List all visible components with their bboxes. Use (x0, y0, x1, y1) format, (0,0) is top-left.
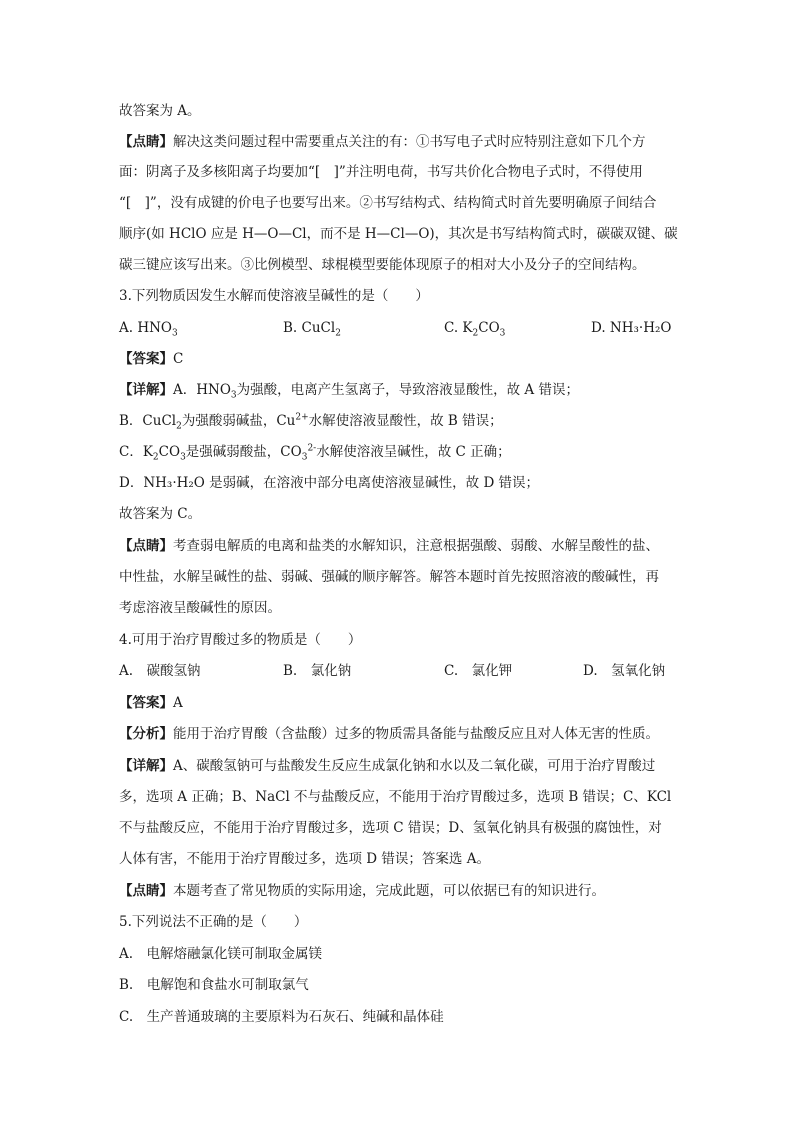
q5-option-b: B. 电解饱和食盐水可制取氯气 (119, 977, 309, 993)
q4-detail-line-3: 不与盐酸反应，不能用于治疗胃酸过多，选项 C 错误；D、氢氧化钠具有极强的腐蚀性，对 (119, 820, 662, 836)
q5-option-a: A. 电解熔融氯化镁可制取金属镁 (119, 946, 323, 962)
q3-answer-line: 故答案为 C。 (119, 506, 202, 522)
q2-dianjing-line-1: 【点睛】解决这类问题过程中需要重点关注的有：①书写电子式时应特别注意如下几个方 (119, 134, 646, 150)
q4-stem: 4.可用于治疗胃酸过多的物质是（ ） (119, 632, 362, 648)
q3-option-b: B. CuCl$_2$ (283, 320, 341, 339)
q2-dianjing-line-4: 顺序(如 HClO 应是 H—O—Cl，而不是 H—Cl—O)，其次是书写结构简式时，碳碳双键、碳 (119, 226, 678, 242)
answer-tag: 【答案】 (119, 695, 173, 711)
q5-option-c: C. 生产普通玻璃的主要原料为石灰石、纯碱和晶体硅 (119, 1009, 444, 1025)
dianjing-tag: 【点睛】 (119, 134, 173, 150)
q3-dianjing-line-3: 考虑溶液呈酸碱性的原因。 (119, 600, 281, 616)
q3-dianjing-line-1: 【点睛】考查弱电解质的电离和盐类的水解知识，注意根据强酸、弱酸、水解呈酸性的盐、 (119, 538, 659, 554)
q4-option-b: B. 氯化钠 (283, 663, 352, 679)
analysis-tag: 【分析】 (119, 726, 173, 742)
q3-detail-b: B．CuCl$_2$为强酸弱碱盐，$Cu^{2+}$水解使溶液显酸性，故 B 错误； (119, 412, 503, 432)
q4-analysis: 【分析】能用于治疗胃酸（含盐酸）过多的物质需具备能与盐酸反应且对人体无害的性质。 (119, 726, 659, 742)
q2-dianjing-line-3: “[ ]”，没有成键的价电子也要写出来。②书写结构式、结构简式时首先要明确原子间结合 (119, 195, 657, 211)
q4-option-a: A. 碳酸氢钠 (119, 663, 201, 679)
q4-dianjing: 【点睛】本题考查了常见物质的实际用途，完成此题，可以依据已有的知识进行。 (119, 883, 605, 899)
q3-detail-a: 【详解】A．$HNO_3$为强酸，电离产生氢离子，导致溶液显酸性，故 A 错误； (119, 382, 579, 401)
q5-stem: 5.下列说法不正确的是（ ） (119, 914, 308, 930)
q2-answer-line: 故答案为 A。 (119, 103, 201, 119)
q4-answer: 【答案】A (119, 695, 183, 711)
q4-option-c: C. 氯化钾 (444, 663, 513, 679)
q3-answer: 【答案】C (119, 351, 184, 367)
q4-detail-line-1: 【详解】A、碳酸氢钠可与盐酸发生反应生成氯化钠和水以及二氧化碳，可用于治疗胃酸过 (119, 758, 656, 774)
q3-dianjing-line-2: 中性盐，水解呈碱性的盐、弱碱、强碱的顺序解答。解答本题时首先按照溶液的酸碱性，再 (119, 569, 659, 585)
q3-option-a: A. $HNO_3$ (119, 320, 178, 339)
q4-option-d: D. 氢氧化钠 (583, 663, 666, 679)
q2-dianjing-line-5: 碳三键应该写出来。③比例模型、球棍模型要能体现原子的相对大小及分子的空间结构。 (119, 257, 646, 273)
detail-tag: 【详解】 (119, 758, 173, 774)
dianjing-tag: 【点睛】 (119, 883, 173, 899)
q3-detail-c: C．$K_2CO_3$是强碱弱酸盐，$CO_3^{2-}$水解使溶液呈碱性，故 C 正确； (119, 443, 511, 463)
q3-stem: 3.下列物质因发生水解而使溶液呈碱性的是（ ） (119, 288, 429, 304)
q3-detail-d: D．NH₃·H₂O 是弱碱，在溶液中部分电离使溶液显碱性，故 D 错误； (119, 475, 540, 491)
q3-option-c: C. $K_2CO_3$ (444, 320, 506, 339)
q2-dianjing-line-2: 面：阴离子及多核阳离子均要加“[ ]”并注明电荷，书写共价化合物电子式时，不得使用 (119, 164, 643, 180)
answer-tag: 【答案】 (119, 351, 173, 367)
q4-detail-line-4: 人体有害，不能用于治疗胃酸过多，选项 D 错误；答案选 A。 (119, 851, 490, 867)
q3-option-d: D. NH₃·H₂O (591, 320, 672, 336)
dianjing-tag: 【点睛】 (119, 538, 173, 554)
q4-detail-line-2: 多，选项 A 正确；B、NaCl 不与盐酸反应，不能用于治疗胃酸过多，选项 B 错误；C、KCl (119, 789, 672, 805)
detail-tag: 【详解】 (119, 382, 173, 398)
